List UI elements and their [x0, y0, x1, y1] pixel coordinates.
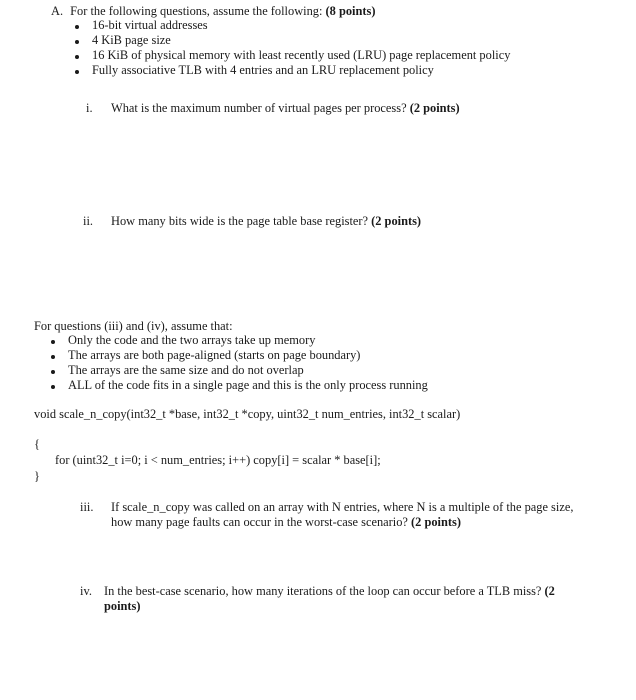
- bullet-text: ALL of the code fits in a single page and this is the only process running: [68, 378, 428, 392]
- bullet-icon: [75, 70, 79, 74]
- bullet-icon: [51, 340, 55, 344]
- bullet-text: 4 KiB page size: [92, 33, 171, 47]
- open-brace: {: [34, 437, 40, 451]
- question-points: (2 points): [411, 515, 461, 529]
- question-number: ii.: [83, 214, 93, 228]
- question-body: What is the maximum number of virtual pages per process?: [111, 101, 407, 115]
- bullet-icon: [51, 385, 55, 389]
- bullet-icon: [51, 370, 55, 374]
- section-a-label: A.: [51, 4, 64, 18]
- question-text-line-1: [104, 584, 555, 599]
- bullet-icon: [75, 55, 79, 59]
- section-b-intro: For questions (iii) and (iv), assume that:: [34, 319, 233, 333]
- bullet-text: The arrays are both page-aligned (starts on page boundary): [68, 348, 361, 362]
- question-points: (2 points): [371, 214, 422, 228]
- bullet-text: 16-bit virtual addresses: [92, 18, 208, 32]
- section-a-points: (8 points): [325, 4, 376, 18]
- question-number: iv.: [80, 584, 92, 598]
- bullet-text: Only the code and the two arrays take up memory: [68, 333, 316, 347]
- section-a-header: [51, 4, 375, 19]
- question-number: i.: [86, 101, 93, 115]
- bullet-text: Fully associative TLB with 4 entries and an LRU replacement policy: [92, 63, 434, 77]
- question-body: In the best-case scenario, how many iterations of the loop can occur before a TLB miss?: [104, 584, 542, 598]
- question-points-end: points): [104, 599, 141, 613]
- question-text-line-2: [111, 515, 461, 530]
- question-text-line-1: If scale_n_copy was called on an array with N entries, where N is a multiple of the page size,: [111, 500, 574, 514]
- question-text: [111, 214, 421, 229]
- bullet-icon: [75, 25, 79, 29]
- question-points: (2 points): [409, 101, 460, 115]
- function-signature: void scale_n_copy(int32_t *base, int32_t *copy, uint32_t num_entries, int32_t scalar): [34, 407, 461, 421]
- bullet-text: The arrays are the same size and do not overlap: [68, 363, 304, 377]
- close-brace: }: [34, 469, 40, 483]
- loop-statement: for (uint32_t i=0; i < num_entries; i++) copy[i] = scalar * base[i];: [55, 453, 381, 467]
- question-body: how many page faults can occur in the worst-case scenario?: [111, 515, 408, 529]
- question-number: iii.: [80, 500, 94, 514]
- bullet-text: 16 KiB of physical memory with least recently used (LRU) page replacement policy: [92, 48, 511, 62]
- question-points-start: (2: [544, 584, 555, 598]
- question-text: [111, 101, 460, 116]
- bullet-icon: [51, 355, 55, 359]
- section-a-intro: For the following questions, assume the following:: [70, 4, 323, 18]
- question-body: How many bits wide is the page table base register?: [111, 214, 369, 228]
- bullet-icon: [75, 40, 79, 44]
